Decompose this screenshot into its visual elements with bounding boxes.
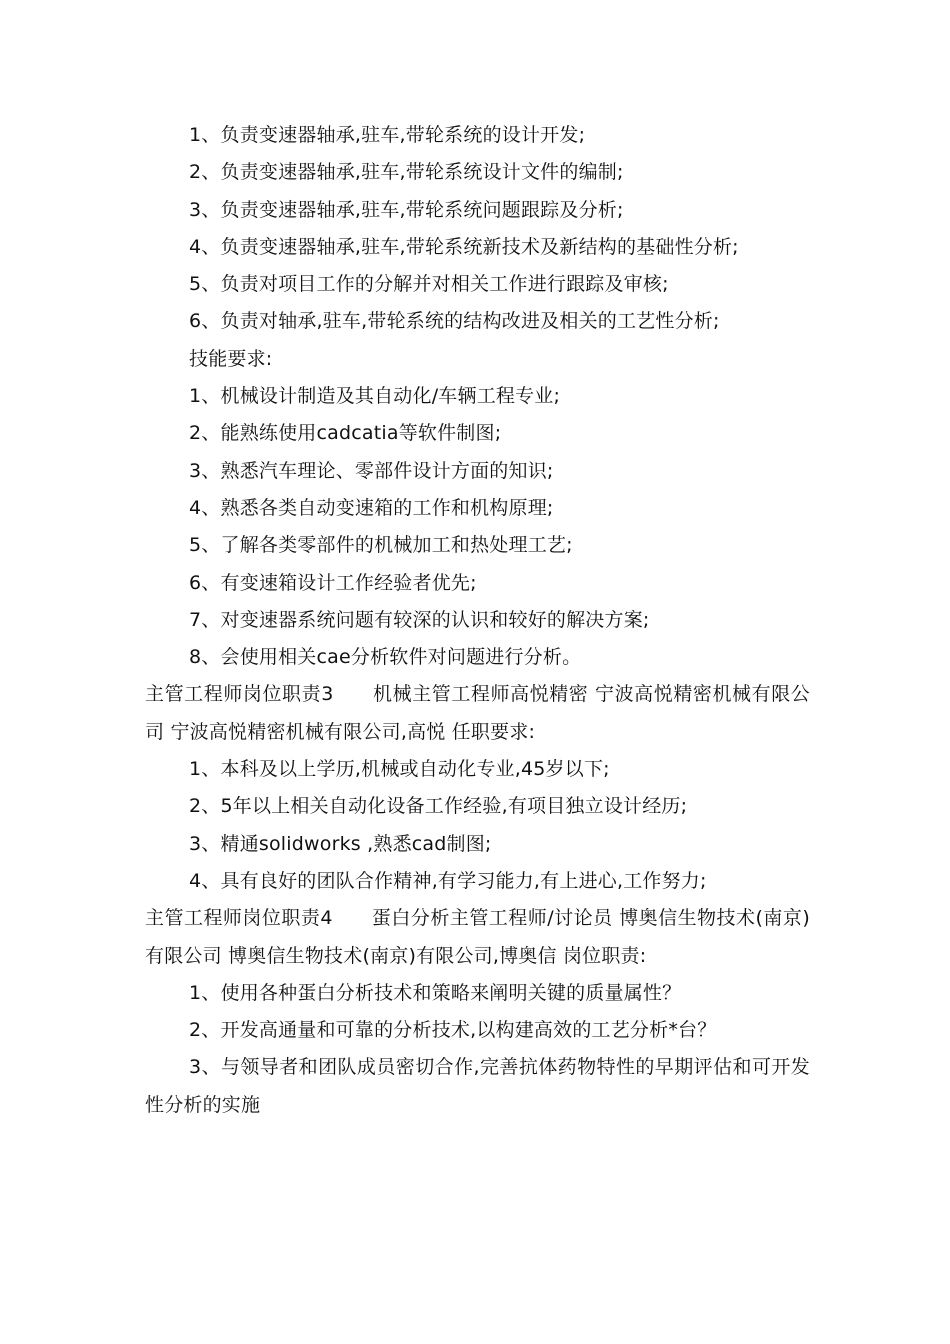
document-body xyxy=(145,117,810,1124)
duty-item-2: 2、负责变速器轴承,驻车,带轮系统设计文件的编制; xyxy=(189,161,624,184)
requirement-item-2: 2、5年以上相关自动化设备工作经验,有项目独立设计经历; xyxy=(189,795,688,818)
duty-item-3: 3、负责变速器轴承,驻车,带轮系统问题跟踪及分析; xyxy=(189,198,624,221)
skill-item-2: 2、能熟练使用cadcatia等软件制图; xyxy=(189,422,502,445)
skill-item-7: 7、对变速器系统问题有较深的认识和较好的解决方案; xyxy=(189,608,650,631)
skill-item-3: 3、熟悉汽车理论、零部件设计方面的知识; xyxy=(189,459,554,482)
duty-item-5: 5、负责对项目工作的分解并对相关工作进行跟踪及审核; xyxy=(189,273,669,296)
responsibility-item-2: 2、开发高通量和可靠的分析技术,以构建高效的工艺分析*台？ xyxy=(189,1019,717,1042)
requirement-item-1: 1、本科及以上学历,机械或自动化专业,45岁以下; xyxy=(189,758,610,781)
skill-item-4: 4、熟悉各类自动变速箱的工作和机构原理; xyxy=(189,496,554,519)
requirement-item-4: 4、具有良好的团队合作精神,有学习能力,有上进心,工作努力; xyxy=(189,869,707,892)
skill-item-8: 8、会使用相关cae分析软件对问题进行分析。 xyxy=(189,646,582,669)
section-header-4: 主管工程师岗位职责4 蛋白分析主管工程师/讨论员 博奥信生物技术(南京)有限公司 博奥信生物技术(南京)有限公司,博奥信 岗位职责: xyxy=(145,907,810,967)
skills-heading: 技能要求: xyxy=(189,347,273,370)
section-header-3: 主管工程师岗位职责3 机械主管工程师高悦精密 宁波高悦精密机械有限公司 宁波高悦精密机械有限公司,高悦 任职要求: xyxy=(145,683,810,743)
skill-item-1: 1、机械设计制造及其自动化/车辆工程专业; xyxy=(189,385,561,408)
skill-item-5: 5、了解各类零部件的机械加工和热处理工艺; xyxy=(189,534,573,557)
duty-item-1: 1、负责变速器轴承,驻车,带轮系统的设计开发; xyxy=(189,124,586,146)
duty-item-6: 6、负责对轴承,驻车,带轮系统的结构改进及相关的工艺性分析; xyxy=(189,310,720,333)
requirement-item-3: 3、精通solidworks ,熟悉cad制图; xyxy=(189,832,492,855)
skill-item-6: 6、有变速箱设计工作经验者优先; xyxy=(189,571,477,594)
responsibility-item-1: 1、使用各种蛋白分析技术和策略来阐明关键的质量属性？ xyxy=(189,981,682,1004)
duty-item-4: 4、负责变速器轴承,驻车,带轮系统新技术及新结构的基础性分析; xyxy=(189,235,739,258)
responsibility-item-3: 3、与领导者和团队成员密切合作,完善抗体药物特性的早期评估和可开发性分析的实施 xyxy=(145,1056,810,1116)
